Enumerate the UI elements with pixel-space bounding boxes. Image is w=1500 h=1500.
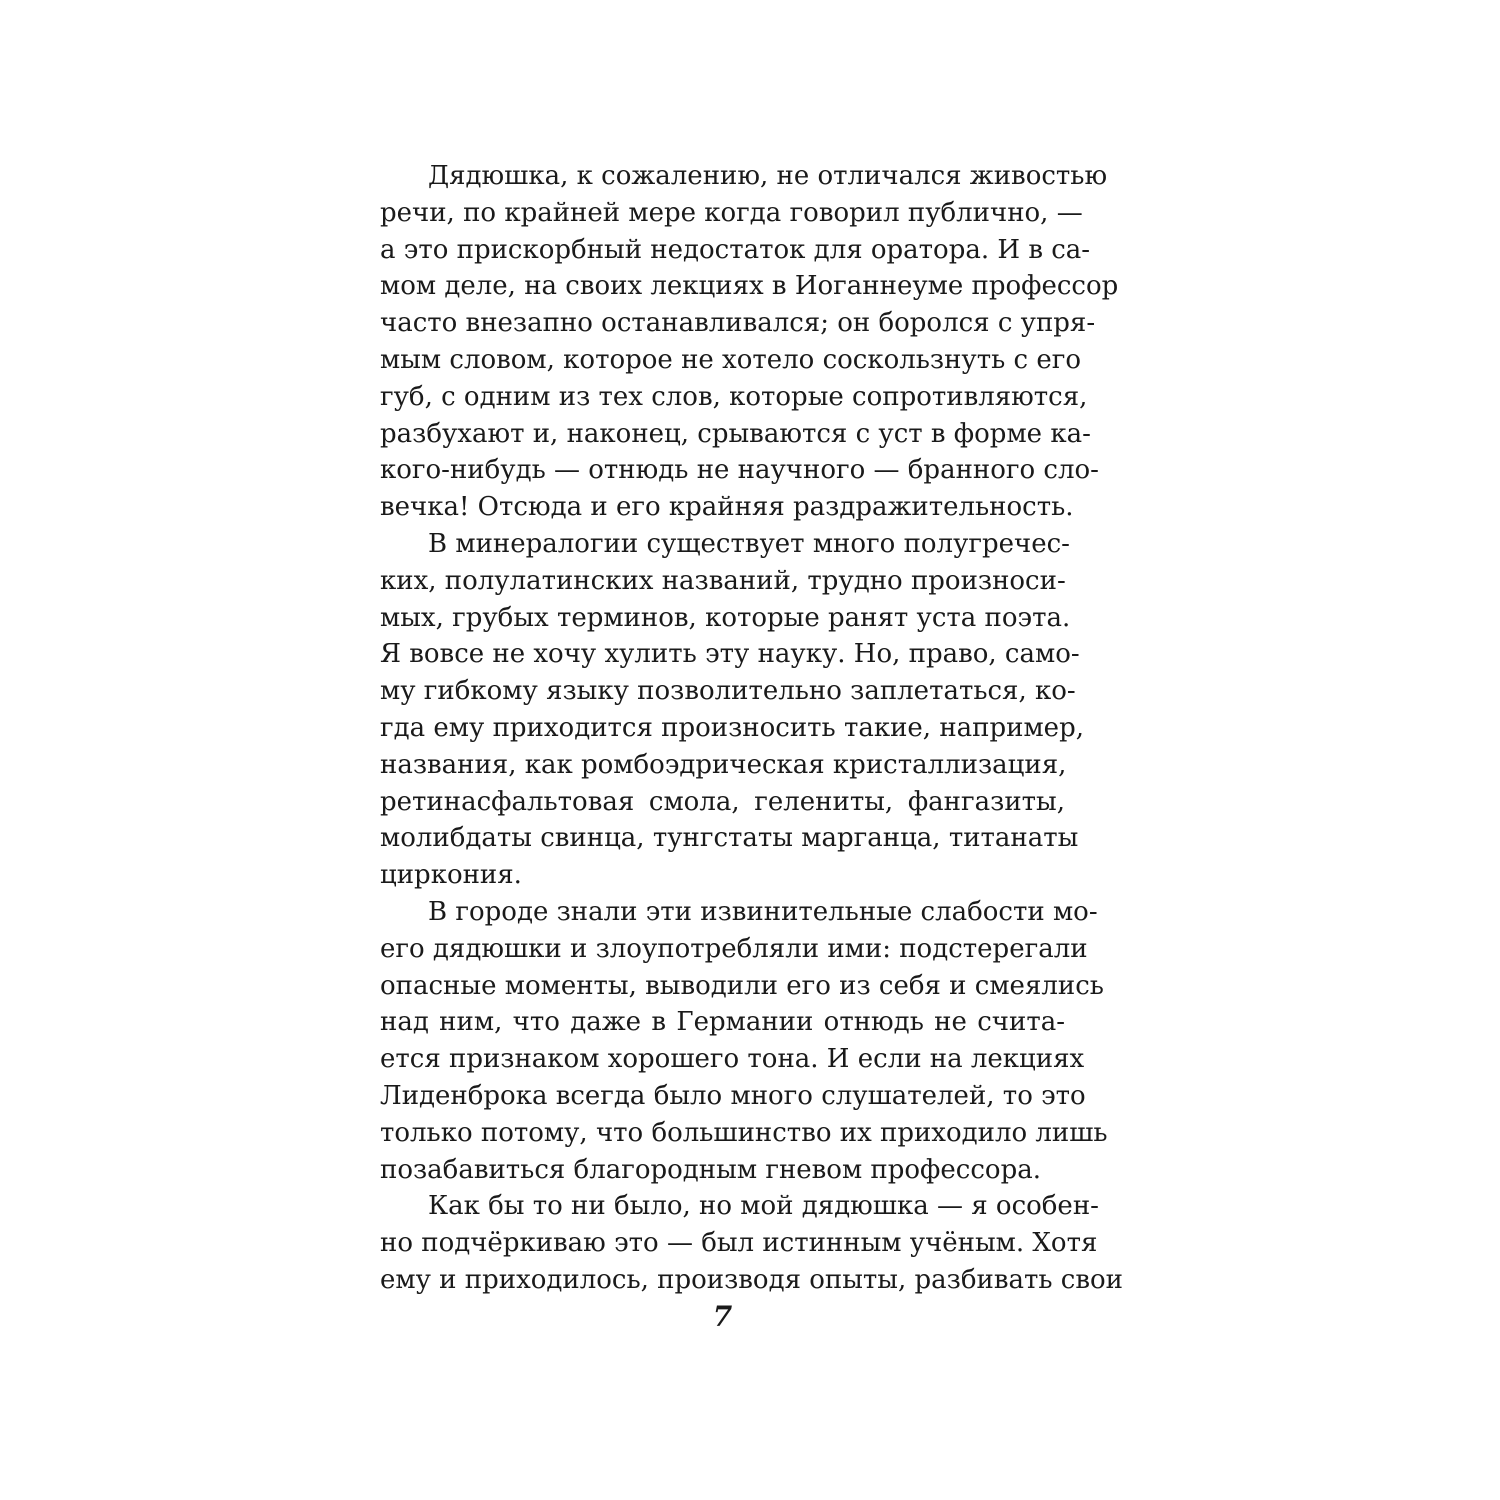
text-line: только потому, что большинство их приходило лишь [380, 1117, 1108, 1148]
text-line: ретинасфальтовая смола, гелениты, фангазиты, [380, 786, 1065, 817]
text-line: мых, грубых терминов, которые ранят уста поэта. [380, 602, 1071, 633]
text-line: мым словом, которое не хотело соскользнуть с его [380, 344, 1082, 375]
body-text [380, 158, 1123, 1299]
page-number: 7 [712, 1300, 733, 1333]
paragraph [380, 526, 1084, 894]
text-line: циркония. [380, 860, 522, 891]
text-line: ких, полулатинских названий, трудно произноси- [380, 565, 1066, 596]
text-line: ему и приходилось, производя опыты, разбивать свои [380, 1264, 1123, 1295]
text-line: разбухают и, наконец, срываются с уст в форме ка- [380, 418, 1091, 449]
text-line: а это прискорбный недостаток для оратора. И в са- [380, 234, 1091, 265]
text-line: кого-нибудь — отнюдь не научного — бранного сло- [380, 455, 1099, 486]
paragraph [380, 158, 1119, 526]
text-line: позабавиться благородным гневом профессора. [380, 1154, 1041, 1185]
text-line: гда ему приходится произносить такие, например, [380, 712, 1084, 743]
text-line: Дядюшка, к сожалению, не отличался живостью [428, 161, 1108, 191]
text-line: губ, с одним из тех слов, которые сопротивляются, [380, 381, 1088, 412]
text-line: В городе знали эти извинительные слабости мо- [428, 896, 1098, 927]
text-line: но подчёркиваю это — был истинным учёным. Хотя [380, 1228, 1098, 1259]
text-line: вечка! Отсюда и его крайняя раздражительность. [380, 492, 1074, 523]
text-line: над ним, что даже в Германии отнюдь не счита- [380, 1007, 1065, 1038]
text-line: Я вовсе не хочу хулить эту науку. Но, право, само- [380, 639, 1080, 670]
text-line: названия, как ромбоэдрическая кристаллизация, [380, 749, 1067, 780]
text-line: ется признаком хорошего тона. И если на лекциях [380, 1044, 1085, 1075]
text-line: Как бы то ни было, но мой дядюшка — я особен- [428, 1191, 1099, 1222]
text-line: опасные моменты, выводили его из себя и смеялись [380, 970, 1104, 1001]
text-line: его дядюшки и злоупотребляли ими: подстерегали [380, 933, 1088, 964]
text-line: речи, по крайней мере когда говорил публично, — [380, 197, 1083, 228]
text-line: мом деле, на своих лекциях в Иоганнеуме профессор [380, 271, 1119, 302]
paragraph [380, 894, 1108, 1188]
text-line: молибдаты свинца, тунгстаты марганца, титанаты [380, 823, 1079, 854]
text-line: Лиденброка всегда было много слушателей, то это [380, 1080, 1086, 1111]
text-line: В минералогии существует много полугречес- [428, 528, 1070, 559]
text-line: му гибкому языку позволительно заплетаться, ко- [380, 676, 1076, 707]
text-line: часто внезапно останавливался; он боролся с упря- [380, 308, 1096, 339]
paragraph [380, 1188, 1123, 1298]
